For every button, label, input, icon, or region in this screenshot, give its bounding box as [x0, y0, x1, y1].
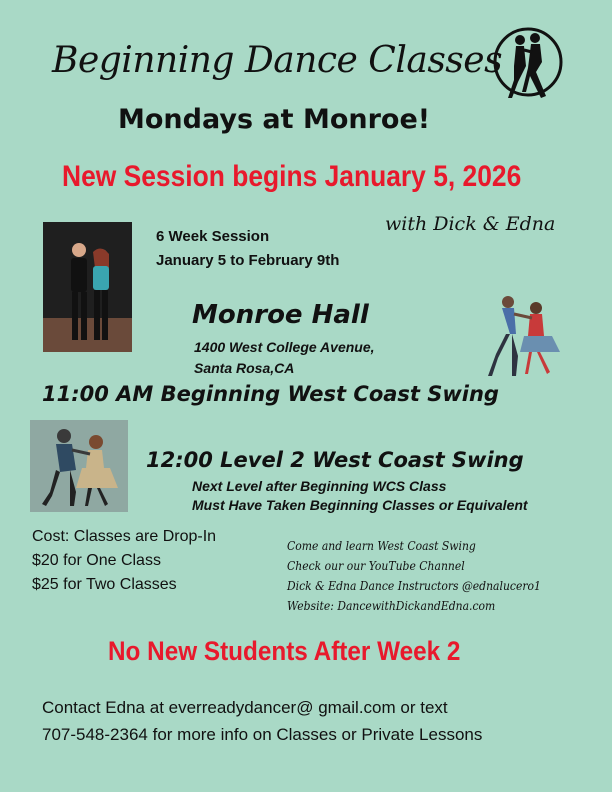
info-line-3: Dick & Edna Dance Instructors @ednalucero1: [287, 579, 541, 593]
class-2-note-1: Next Level after Beginning WCS Class: [192, 478, 447, 494]
class-1-title: 11:00 AM Beginning West Coast Swing: [42, 382, 499, 406]
cost-line-2: $20 for One Class: [32, 552, 161, 569]
cost-line-3: $25 for Two Classes: [32, 576, 177, 593]
instructors-photo: [43, 222, 132, 352]
session-dates: January 5 to February 9th: [156, 252, 340, 269]
dancing-couple-illustration: [470, 290, 566, 382]
swing-dancers-illustration: [30, 420, 128, 512]
class-2-note-2: Must Have Taken Beginning Classes or Equivalent: [192, 497, 528, 513]
info-line-1: Come and learn West Coast Swing: [287, 539, 476, 553]
instructors-line: with Dick & Edna: [385, 213, 556, 235]
venue-name: Monroe Hall: [192, 300, 369, 330]
page-subtitle: Mondays at Monroe!: [118, 104, 431, 135]
info-line-4: Website: DancewithDickandEdna.com: [287, 599, 496, 613]
no-new-students-notice: No New Students After Week 2: [108, 636, 461, 666]
venue-street: 1400 West College Avenue,: [194, 339, 375, 355]
contact-line-2: 707-548-2364 for more info on Classes or Private Lessons: [42, 725, 483, 744]
session-details: [156, 225, 339, 273]
venue-address: [194, 337, 375, 379]
session-length: 6 Week Session: [156, 228, 270, 245]
dancing-couple-logo-icon: [492, 22, 564, 104]
page-title: Beginning Dance Classes: [52, 40, 503, 81]
new-session-headline: New Session begins January 5, 2026: [62, 160, 522, 193]
contact-block: [42, 694, 482, 748]
cost-block: [32, 525, 216, 597]
info-block: [287, 536, 541, 616]
class-2-notes: [192, 477, 528, 515]
cost-line-1: Cost: Classes are Drop-In: [32, 528, 217, 545]
class-2-title: 12:00 Level 2 West Coast Swing: [146, 448, 524, 472]
contact-line-1: Contact Edna at everreadydancer@ gmail.com or text: [42, 698, 448, 717]
venue-city: Santa Rosa,CA: [194, 360, 295, 376]
info-line-2: Check our our YouTube Channel: [287, 559, 465, 573]
